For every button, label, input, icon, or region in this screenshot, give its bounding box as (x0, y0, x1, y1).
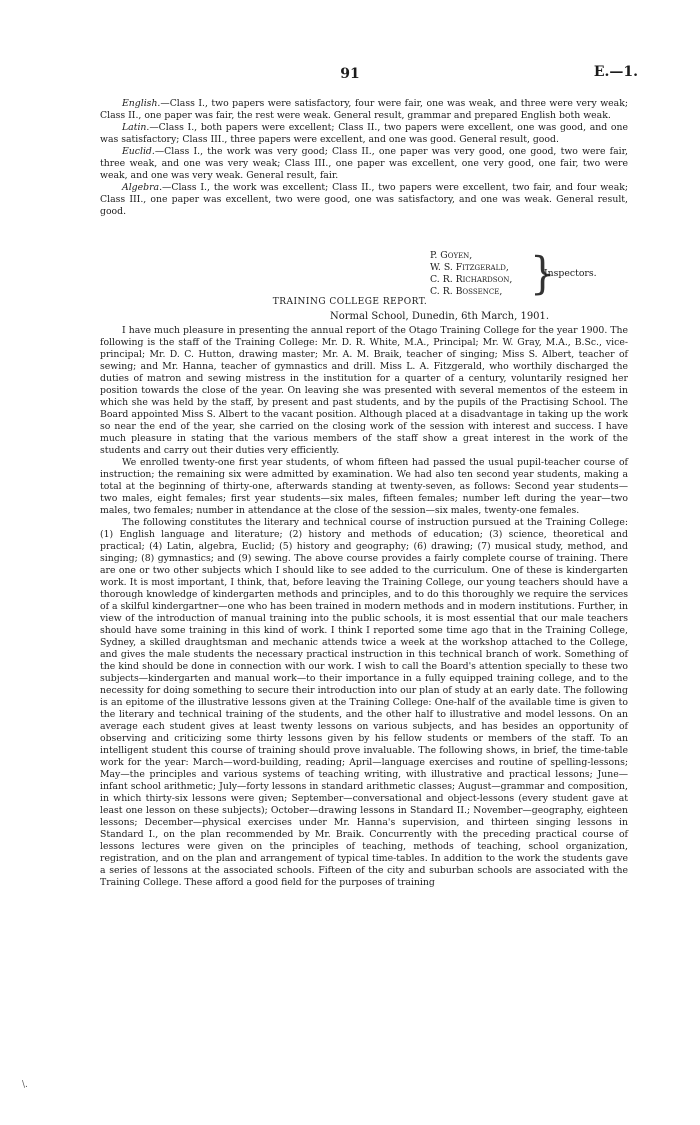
signatory-name: C. R. Richardson, (430, 274, 513, 285)
inspectors-label: Inspectors. (544, 268, 597, 279)
report-title: TRAINING COLLEGE REPORT. (272, 297, 428, 307)
signatory-names (430, 250, 512, 298)
exam-report-english: English.—Class I., two papers were satisfactory, four were fair, one was weak, and three were very weak; Class II., one paper was fair, the rest were weak. General result, grammar and prepared English both weak. (100, 98, 628, 121)
report-paragraph: I have much pleasure in presenting the annual report of the Otago Training College for the year 1900. The following is the staff of the Training College: Mr. D. R. White, M.A., Principal; Mr. W. Gray, M.A., B.Sc., vice-principal; Mr. D. C. Hutton, drawing master; Mr. A. M. Braik, teacher of singing; Miss S. Albert, teacher of sewing; and Mr. Hanna, teacher of gymnastics and drill. Miss L. A. Fitzgerald, who worthily discharged the duties of matron and sewing mistress in the institution for a quarter of a century, voluntarily resigned her position towards the close of the year. On leaving she was presented with several mementos of the esteem in which she was held by the staff, by present and past students, and by the pupils of the Practising School. The Board appointed Miss S. Albert to the vacant position. Although placed at a disadvantage in taking up the work so near the end of the year, she carried on the closing work of the session with interest and success. I have much pleasure in stating that the various members of the staff show a great interest in the work of the students and carry out their duties very efficiently. (100, 325, 628, 456)
report-paragraph: The following constitutes the literary and technical course of instruction pursued at the Training College: (1) English language and literature; (2) history and methods of education; (3) science, theoretical and practical; (4) Latin, algebra, Euclid; (5) history and geography; (6) drawing; (7) musical study, method, and singing; (8) gymnastics; and (9) sewing. The above course provides a fairly complete course of training. There are one or two other subjects which I should like to see added to the curriculum. One of these is kindergarten work. It is most important, I think, that, before leaving the Training College, our young teachers should have a thorough knowledge of kindergarten methods and principles, and to do this thoroughly we require the services of a skilful kindergartner—one who has been trained in modern methods and in modern institutions. Further, in view of the introduction of manual training into the public schools, it is most essential that our male teachers should have some training in this kind of work. I think I reported some time ago that in the Training College, Sydney, a skilled draughtsman and mechanic attends twice a week at the workshop attached to the College, and gives the male students the necessary practical instruction in this technical branch of work. Something of the kind should be done in connection with our work. I wish to call the Board's attention specially to these two subjects—kindergarten and manual work—to their importance in a fully equipped training college, and to the necessity for doing something to secure their introduction into our plan of study at an early date. The following is an epitome of the illustrative lessons given at the Training College: One-half of the available time is given to the literary and technical training of the students, and the other half to illustrative and model lessons. On an average each student gives at least twenty lessons on various subjects, and has besides an opportunity of observing and criticizing some thirty lessons given by his fellow students or members of the staff. To an intelligent student this course of training should prove invaluable. The following shows, in brief, the time-table work for the year: March—word-building, reading; April—language exercises and routine of spelling-lessons; May—the principles and various systems of teaching writing, with illustrative and practical lessons; June—infant school arithmetic; July—forty lessons in standard arithmetic classes; August—grammar and composition, in which thirty-six lessons were given; September—conversational and object-lessons (every student gave at least one lesson on these subjects); October—drawing lessons in Standard II.; November—geography, eighteen lessons; December—physical exercises under Mr. Hanna's supervision, and thirteen singing lessons in Standard I., on the plan recommended by Mr. Braik. Concurrently with the preceding practical course of lessons lectures were given on the principles of teaching, methods of teaching, school organization, registration, and on the plan and arrangement of typical time-tables. In addition to the work the students gave a series of lessons at the associated schools. Fifteen of the city and suburban schools are associated with the Training College. These afford a good field for the purposes of training (100, 517, 629, 888)
exam-report-euclid: Euclid.—Class I., the work was very good; Class II., one paper was very good, one good, two were fair, three weak, and one was very weak; Class III., one paper was excellent, one very good, one fair, two were weak, and one was very weak. General result, fair. (100, 146, 628, 181)
brace-glyph: } (530, 248, 556, 300)
signatory-name: C. R. Bossence, (430, 286, 503, 297)
page-number: 91 (340, 66, 360, 82)
report-body (100, 325, 628, 889)
report-dateline: Normal School, Dunedin, 6th March, 1901. (330, 311, 550, 322)
exam-reports-section (100, 98, 628, 218)
report-paragraph: We enrolled twenty-one first year students, of whom fifteen had passed the usual pupil-teacher course of instruction; the remaining six were admitted by examination. We had also ten second year students, making a total at the beginning of thirty-one, afterwards standing at twenty-seven, as follows: Second year students—two males, eight females; first year students—six males, fifteen females; number left during the year—two males, two females; number in attendance at the close of the session—six males, twenty-one females. (100, 457, 628, 516)
exam-report-latin: Latin.—Class I., both papers were excellent; Class II., two papers were excellent, one was good, and one was satisfactory; Class III., three papers were excellent, and one was good. General result, good. (100, 122, 628, 145)
inspectors-signature-block (430, 250, 630, 298)
page-reference: E.—1. (593, 64, 638, 80)
signatory-name: W. S. Fitzgerald, (430, 262, 509, 273)
margin-mark: \. (22, 1080, 28, 1090)
exam-report-algebra: Algebra.—Class I., the work was excellent; Class II., two papers were excellent, two fair, and four weak; Class III., one paper was excellent, two were good, one was satisfactory, and one was weak. General result, good. (100, 182, 628, 217)
signatory-name: P. Goyen, (430, 250, 473, 261)
